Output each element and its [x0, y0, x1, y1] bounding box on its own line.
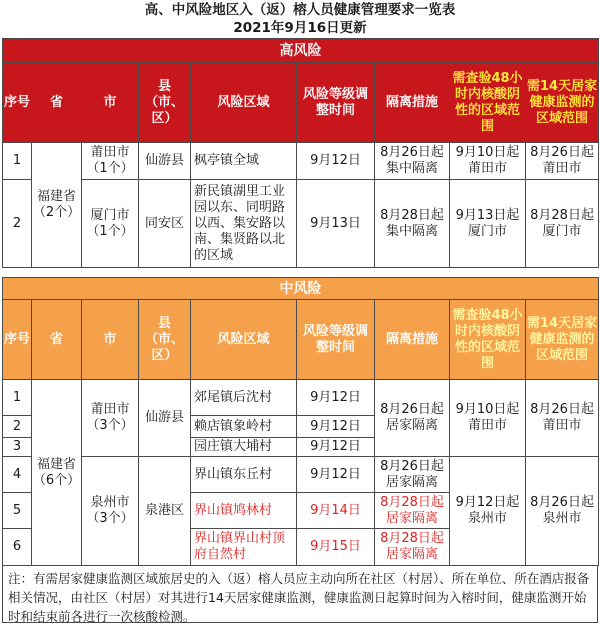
area-cell: 枫亭镇全域	[191, 143, 297, 180]
update-date: 2021年9月16日更新	[233, 20, 367, 36]
footnote: 注：有需居家健康监测区域旅居史的入（返）榕人员应主动向所在社区（村居）、所在单位、所在酒店报备相关情况，由社区（村居）对其进行14天居家健康监测，健康监测日起算时间为入榕时间，健康监测开始时和结束前各进行一次核酸检测。	[2, 565, 598, 623]
county-cell: 泉港区	[139, 457, 191, 566]
seq-cell: 3	[3, 438, 32, 457]
high-risk-table	[2, 38, 599, 268]
area-cell: 新民镇湖里工业园以东、同明路以西、集安路以南、集贤路以北的区域	[191, 180, 297, 268]
seq-cell: 2	[3, 180, 32, 268]
header-seq: 序号	[3, 300, 32, 380]
time-cell: 9月12日	[297, 438, 375, 457]
city-cell: 泉州市（3个）	[82, 457, 139, 566]
province-cell: 福建省（2个）	[32, 143, 82, 268]
city-cell: 莆田市（1个）	[82, 143, 139, 180]
area-cell: 界山镇鸠林村	[191, 493, 297, 529]
city-cell: 厦门市（1个）	[82, 180, 139, 268]
seq-cell: 4	[3, 457, 32, 493]
county-cell: 仙游县	[139, 380, 191, 457]
header-province: 省	[32, 63, 82, 143]
area-cell: 园庄镇大埔村	[191, 438, 297, 457]
table-row	[3, 180, 599, 268]
monitor-cell: 8月26日起莆田市	[526, 380, 599, 457]
area-cell: 郊尾镇后沈村	[191, 380, 297, 416]
time-cell: 9月14日	[297, 493, 375, 529]
monitor-cell: 8月26日起莆田市	[526, 143, 599, 180]
header-monitor-area: 需14天居家健康监测的区域范围	[526, 300, 599, 380]
time-cell: 9月12日	[297, 416, 375, 438]
medium-risk-table	[2, 277, 599, 566]
isolation-cell: 8月28日起集中隔离	[375, 180, 450, 268]
isolation-cell: 8月28日起居家隔离	[375, 493, 450, 529]
header-seq: 序号	[3, 63, 32, 143]
header-isolation: 隔离措施	[375, 63, 450, 143]
header-county: 县（市、区）	[139, 300, 191, 380]
time-cell: 9月13日	[297, 180, 375, 268]
nat-cell: 9月10日起莆田市	[450, 380, 526, 457]
table-row	[3, 143, 599, 180]
header-adjust-time: 风险等级调整时间	[297, 300, 375, 380]
area-cell: 赖店镇象岭村	[191, 416, 297, 438]
header-adjust-time: 风险等级调整时间	[297, 63, 375, 143]
time-cell: 9月12日	[297, 457, 375, 493]
isolation-cell: 8月26日起集中隔离	[375, 143, 450, 180]
city-cell: 莆田市（3个）	[82, 380, 139, 457]
isolation-cell: 8月26日起居家隔离	[375, 380, 450, 457]
header-area: 风险区域	[191, 300, 297, 380]
header-nat-area: 需查验48小时内核酸阴性的区域范围	[450, 300, 526, 380]
seq-cell: 6	[3, 529, 32, 566]
county-cell: 同安区	[139, 180, 191, 268]
time-cell: 9月15日	[297, 529, 375, 566]
isolation-cell: 8月28日起居家隔离	[375, 529, 450, 566]
header-city: 市	[82, 63, 139, 143]
header-isolation: 隔离措施	[375, 300, 450, 380]
seq-cell: 1	[3, 380, 32, 416]
header-city: 市	[82, 300, 139, 380]
monitor-cell: 8月28日起厦门市	[526, 180, 599, 268]
province-cell: 福建省（6个）	[32, 380, 82, 566]
header-province: 省	[32, 300, 82, 380]
header-area: 风险区域	[191, 63, 297, 143]
county-cell: 仙游县	[139, 143, 191, 180]
header-nat-area: 需查验48小时内核酸阴性的区域范围	[450, 63, 526, 143]
table-row	[3, 380, 599, 416]
time-cell: 9月12日	[297, 380, 375, 416]
isolation-cell: 8月26日起居家隔离	[375, 457, 450, 493]
nat-cell: 9月13日起厦门市	[450, 180, 526, 268]
seq-cell: 2	[3, 416, 32, 438]
header-monitor-area: 需14天居家健康监测的区域范围	[526, 63, 599, 143]
seq-cell: 1	[3, 143, 32, 180]
time-cell: 9月12日	[297, 143, 375, 180]
nat-cell: 9月10日起莆田市	[450, 143, 526, 180]
area-cell: 界山镇界山村顶府自然村	[191, 529, 297, 566]
monitor-cell: 8月26日起泉州市	[526, 457, 599, 566]
nat-cell: 9月12日起泉州市	[450, 457, 526, 566]
table-row	[3, 457, 599, 493]
high-risk-label: 高风险	[3, 39, 599, 63]
seq-cell: 5	[3, 493, 32, 529]
medium-risk-label: 中风险	[3, 278, 599, 300]
document-title: 高、中风险地区入（返）榕人员健康管理要求一览表	[144, 2, 456, 18]
header-county: 县（市、区）	[139, 63, 191, 143]
area-cell: 界山镇东丘村	[191, 457, 297, 493]
